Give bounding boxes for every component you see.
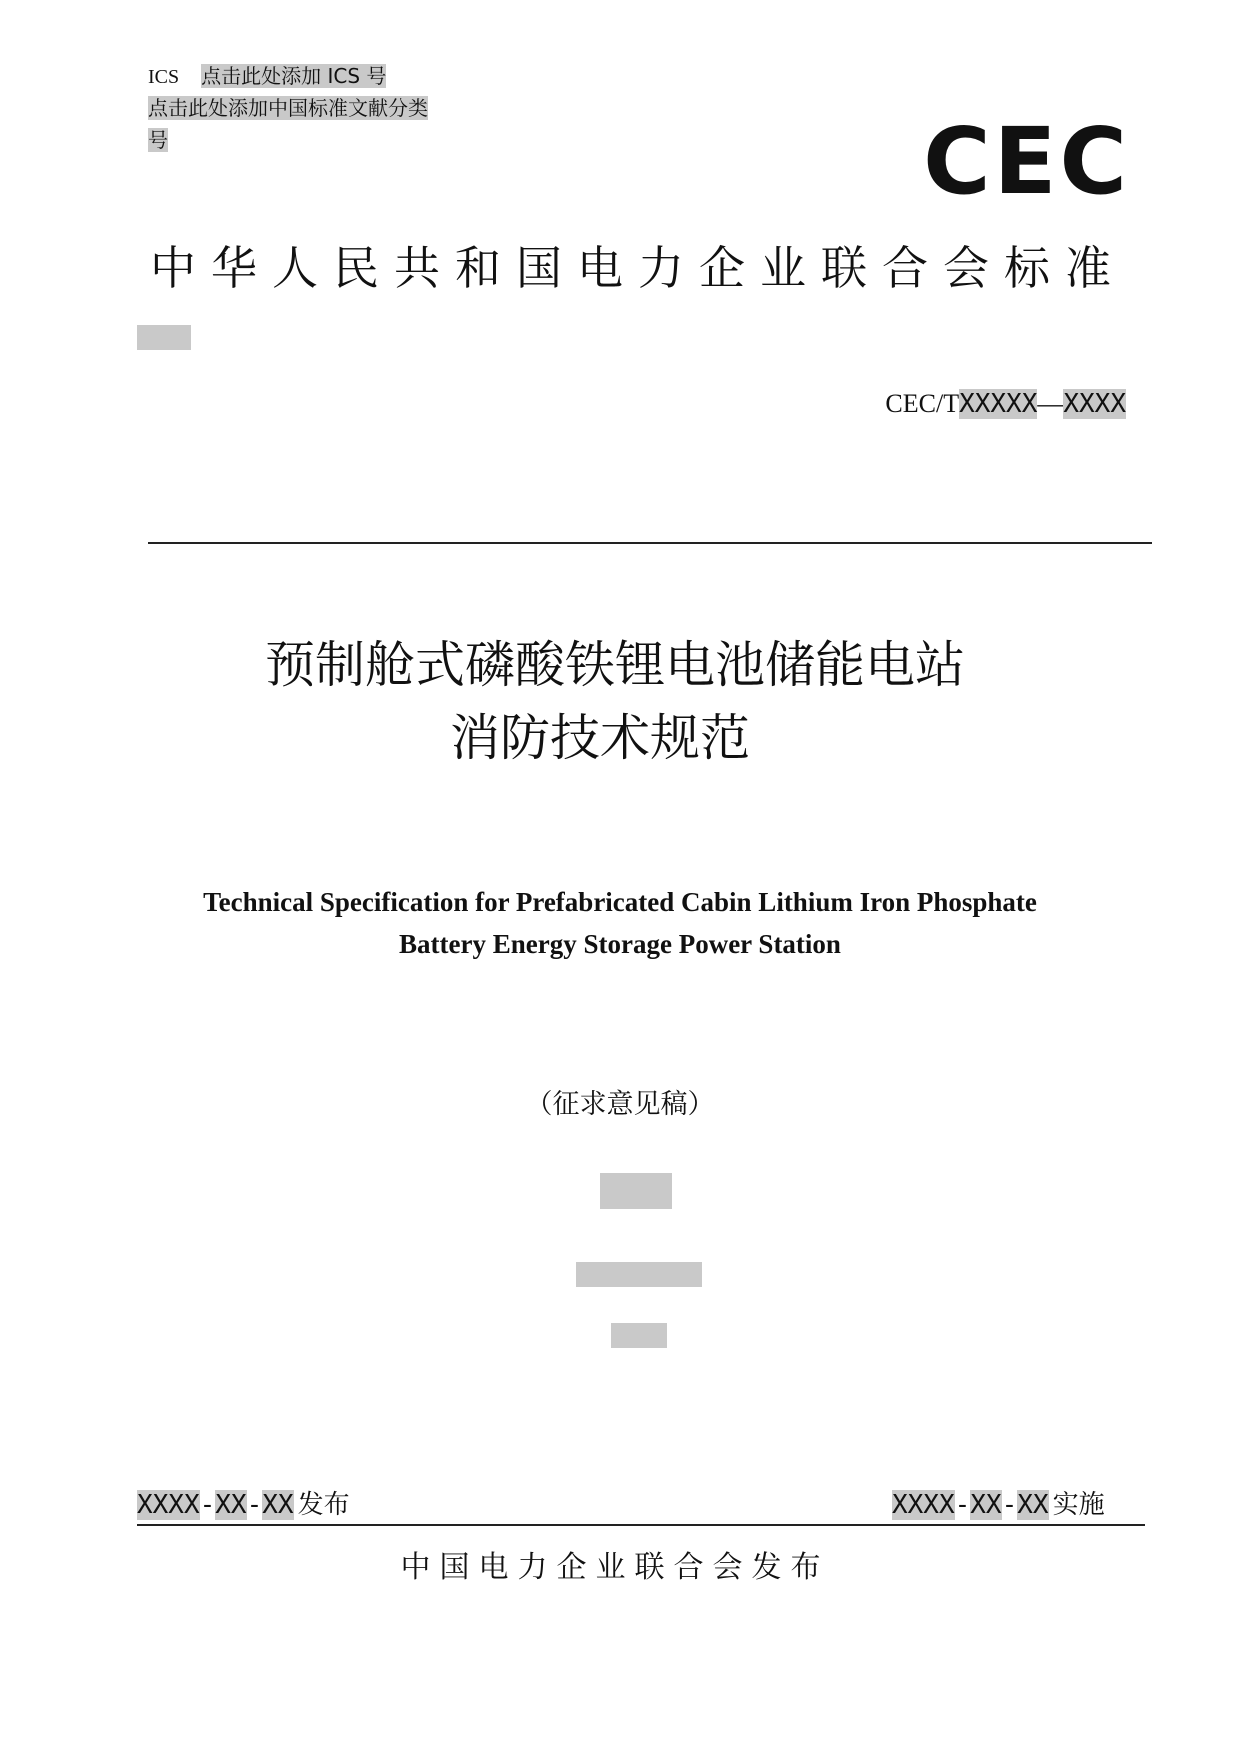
issue-year[interactable]: XXXX bbox=[137, 1490, 200, 1520]
implement-day[interactable]: XX bbox=[1017, 1490, 1049, 1520]
title-en-line2: Battery Energy Storage Power Station bbox=[399, 929, 841, 959]
standard-type-heading: 中华人民共和国电力企业联合会标准 bbox=[150, 241, 1126, 295]
blank-field-placeholder[interactable] bbox=[611, 1323, 667, 1348]
draft-stage-label: （征求意见稿） bbox=[525, 1089, 715, 1120]
top-divider bbox=[148, 542, 1152, 544]
issue-month[interactable]: XX bbox=[215, 1490, 247, 1520]
standard-number bbox=[885, 387, 1126, 421]
issue-suffix: 发布 bbox=[297, 1490, 350, 1520]
date-separator: - bbox=[954, 1490, 971, 1520]
standard-number-year[interactable]: XXXX bbox=[1063, 389, 1126, 419]
title-cn-line1: 预制舱式磷酸铁锂电池储能电站 bbox=[265, 636, 965, 694]
bottom-divider bbox=[137, 1524, 1145, 1526]
classification-placeholder-line2[interactable]: 号 bbox=[148, 128, 168, 152]
issue-day[interactable]: XX bbox=[262, 1490, 294, 1520]
standard-number-separator: — bbox=[1037, 389, 1064, 418]
ics-number-placeholder[interactable]: 点击此处添加 ICS 号 bbox=[201, 64, 387, 88]
standard-number-prefix: CEC/T bbox=[885, 389, 960, 418]
implement-month[interactable]: XX bbox=[970, 1490, 1002, 1520]
classification-placeholder-cont[interactable] bbox=[148, 126, 168, 154]
standard-number-code[interactable]: XXXXX bbox=[959, 389, 1038, 419]
classification-placeholder-line1[interactable]: 点击此处添加中国标准文献分类 bbox=[148, 96, 428, 120]
blank-field-placeholder[interactable] bbox=[600, 1173, 672, 1209]
issue-date bbox=[137, 1488, 350, 1522]
publisher: 中国电力企业联合会发布 bbox=[400, 1550, 830, 1585]
blank-field-placeholder[interactable] bbox=[576, 1262, 702, 1287]
ics-line bbox=[148, 62, 386, 91]
implementation-date bbox=[892, 1488, 1105, 1522]
date-separator: - bbox=[199, 1490, 216, 1520]
date-separator: - bbox=[246, 1490, 263, 1520]
classification-placeholder[interactable] bbox=[148, 94, 428, 122]
implement-year[interactable]: XXXX bbox=[892, 1490, 955, 1520]
implement-suffix: 实施 bbox=[1052, 1490, 1105, 1520]
blank-field-placeholder[interactable] bbox=[137, 325, 191, 350]
cec-logo: CEC bbox=[923, 108, 1130, 215]
title-en-line1: Technical Specification for Prefabricated Cabin Lithium Iron Phosphate bbox=[203, 887, 1037, 917]
date-separator: - bbox=[1001, 1490, 1018, 1520]
ics-label: ICS bbox=[148, 66, 180, 88]
title-cn-line2: 消防技术规范 bbox=[450, 709, 750, 767]
